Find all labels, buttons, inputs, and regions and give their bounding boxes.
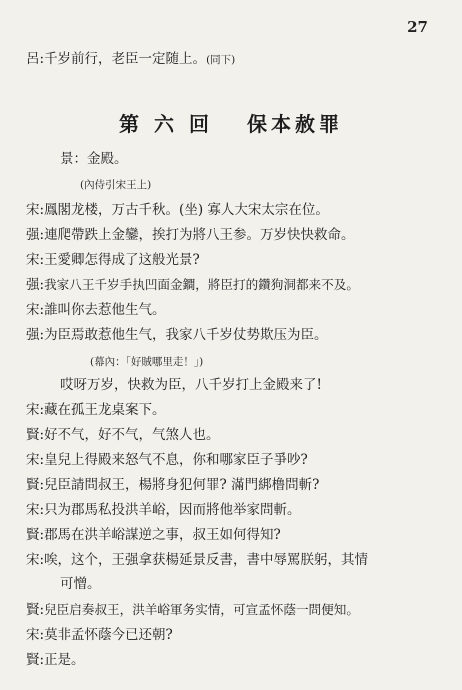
script-line — [26, 575, 442, 593]
line-text: 兒臣請問叔王，楊將身犯何罪? 滿門綁橹問斬? — [44, 477, 320, 493]
speaker-label: 宋: — [26, 627, 45, 643]
speaker-label: 强: — [26, 227, 45, 243]
script-line — [26, 476, 442, 494]
line-text: 正是。 — [44, 652, 85, 668]
speaker-label: 賢: — [26, 477, 45, 493]
line-text: 唉，这个，王强拿获楊延景反書，書中辱罵朕躬，其情 — [44, 552, 369, 568]
speaker-label: 賢: — [26, 602, 45, 618]
line-text: 可憎。 — [60, 576, 101, 592]
line-text: 藏在孤王龙桌案下。 — [44, 402, 166, 418]
script-line — [26, 201, 442, 219]
line-text: 兒臣启奏叔王，洪羊峪軍务实情，可宣孟怀蔭一問便知。 — [44, 602, 359, 617]
line-text: 好不气，好不气，气煞人也。 — [44, 427, 220, 443]
speaker-label: 宋: — [26, 502, 45, 518]
script-line — [26, 376, 442, 394]
stage-note: (同下) — [206, 54, 236, 66]
line-text: 連爬帶跌上金鑾，挨打为將八王参。万岁快快救命。 — [44, 227, 355, 243]
speaker-label: 賢: — [26, 427, 45, 443]
speaker-label: 宋: — [26, 202, 45, 218]
script-line — [26, 276, 442, 294]
line-text: 王愛卿怎得成了这般光景? — [44, 252, 200, 268]
line-text: 景：金殿。 — [60, 151, 128, 167]
line-text: 我家八王千岁手执凹面金鐧，將臣打的鑽狗洞都来不及。 — [44, 277, 359, 292]
script-line — [26, 226, 442, 244]
chapter-title — [0, 108, 462, 137]
script-line — [26, 551, 442, 569]
line-text: 只为郡馬私投洪羊峪，因而將他举家問斬。 — [44, 502, 301, 518]
script-line — [26, 401, 442, 419]
script-line — [26, 601, 442, 619]
line-text: 郡馬在洪羊峪謀逆之事，叔王如何得知? — [44, 527, 281, 543]
speaker-label: 强: — [26, 327, 45, 343]
line-text: 为臣焉敢惹他生气，我家八千岁仗势欺压为臣。 — [44, 327, 328, 343]
line-text: 哎呀万岁，快救为臣，八千岁打上金殿来了! — [60, 377, 322, 393]
script-line — [26, 526, 442, 544]
speaker-label: 賢: — [26, 652, 45, 668]
script-line — [26, 501, 442, 519]
stage-note: (幕內：「好賊哪里走！」) — [90, 356, 204, 368]
script-line — [26, 426, 442, 444]
script-line — [26, 451, 442, 469]
script-line — [26, 251, 442, 269]
speaker-label: 宋: — [26, 252, 45, 268]
line-text: 莫非孟怀蔭今已还朝? — [44, 627, 173, 643]
line-text: 誰叫你去惹他生气。 — [44, 302, 166, 318]
chapter-name: 保本赦罪 — [246, 112, 343, 136]
line-text: 鳳閣龙楼，万古千秋。(坐) 寡人大宋太宗在位。 — [44, 202, 329, 218]
script-line — [26, 175, 442, 194]
script-line — [26, 150, 442, 168]
script-line — [26, 651, 442, 669]
line-text: 千岁前行，老臣一定随上。 — [44, 51, 207, 67]
speaker-label: 呂: — [26, 51, 45, 67]
script-line — [26, 50, 442, 69]
script-line — [26, 326, 442, 344]
speaker-label: 宋: — [26, 302, 45, 318]
speaker-label: 賢: — [26, 527, 45, 543]
script-line — [26, 352, 442, 371]
page-number: 27 — [407, 18, 428, 36]
speaker-label: 宋: — [26, 552, 45, 568]
speaker-label: 宋: — [26, 402, 45, 418]
script-line — [26, 626, 442, 644]
chapter-label: 第 六 回 — [119, 112, 213, 136]
speaker-label: 宋: — [26, 452, 45, 468]
script-line — [26, 301, 442, 319]
speaker-label: 强: — [26, 277, 45, 293]
stage-note: (內侍引宋王上) — [80, 179, 152, 191]
line-text: 皇兒上得殿来怒气不息，你和哪家臣子爭吵? — [44, 452, 308, 468]
